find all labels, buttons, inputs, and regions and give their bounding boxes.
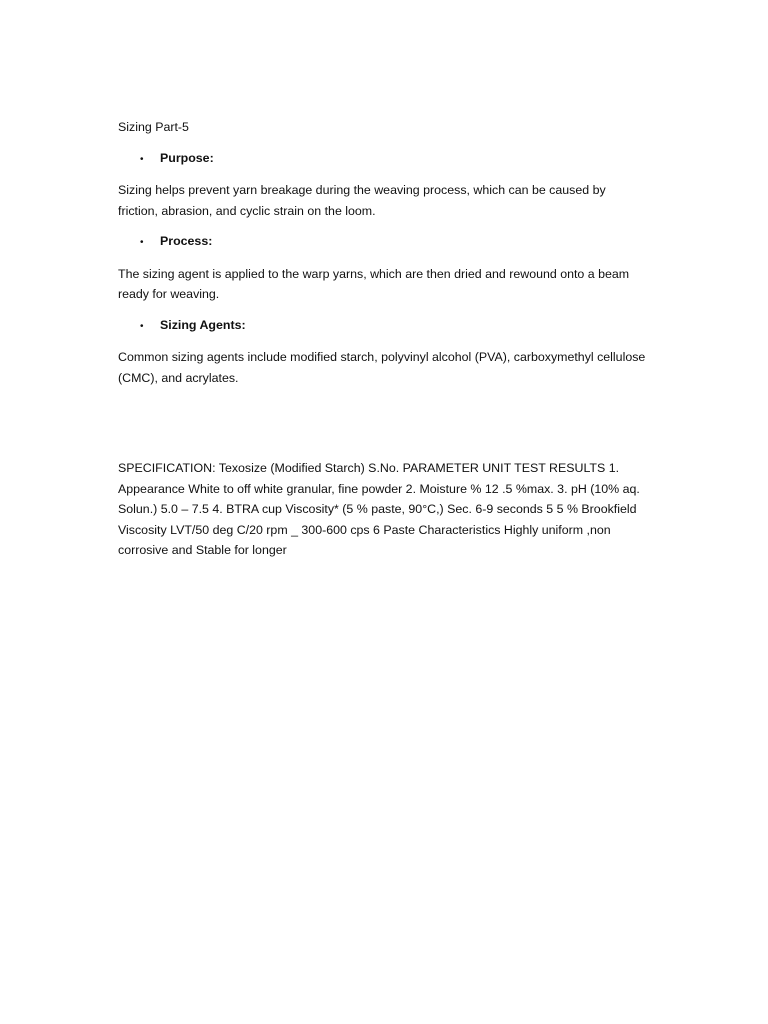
purpose-heading: Purpose: [160,150,214,165]
bullet-purpose [118,148,648,171]
bullet-dot-icon: • [140,237,144,248]
purpose-paragraph: Sizing helps prevent yarn breakage during the weaving process, which can be caused by friction, abrasion, and cyclic strain on the loom. [118,183,606,218]
blank-space [118,398,648,458]
bullet-dot-icon: • [140,320,144,332]
sizing-agents-heading: Sizing Agents: [160,317,246,332]
bullet-process [118,231,648,254]
document-title: Sizing Part-5 [118,120,189,134]
specification-paragraph: SPECIFICATION: Texosize (Modified Starch) S.No. PARAMETER UNIT TEST RESULTS 1. Appearance White to off white granular, fine powder 2. Moisture % 12 .5 %max. 3. pH (10% aq. Solun.) 5.0 – 7.5 4. BTRA cup Viscosity* (5 % paste, 90°C,) Sec. 6-9 seconds 5 5 % Brookfield Viscosity LVT/50 deg C/20 rpm _ 300-600 cps 6 Paste Characteristics Highly uniform ,non corrosive and Stable for longer [118,461,640,557]
bullet-dot-icon: • [140,153,144,165]
document-body [118,117,648,561]
process-paragraph: The sizing agent is applied to the warp yarns, which are then dried and rewound onto a beam ready for weaving. [118,266,630,301]
process-heading: Process: [160,234,213,248]
sizing-agents-paragraph: Common sizing agents include modified starch, polyvinyl alcohol (PVA), carboxymethyl cellulose (CMC), and acrylates. [118,350,646,385]
bullet-sizing-agents [118,315,648,338]
